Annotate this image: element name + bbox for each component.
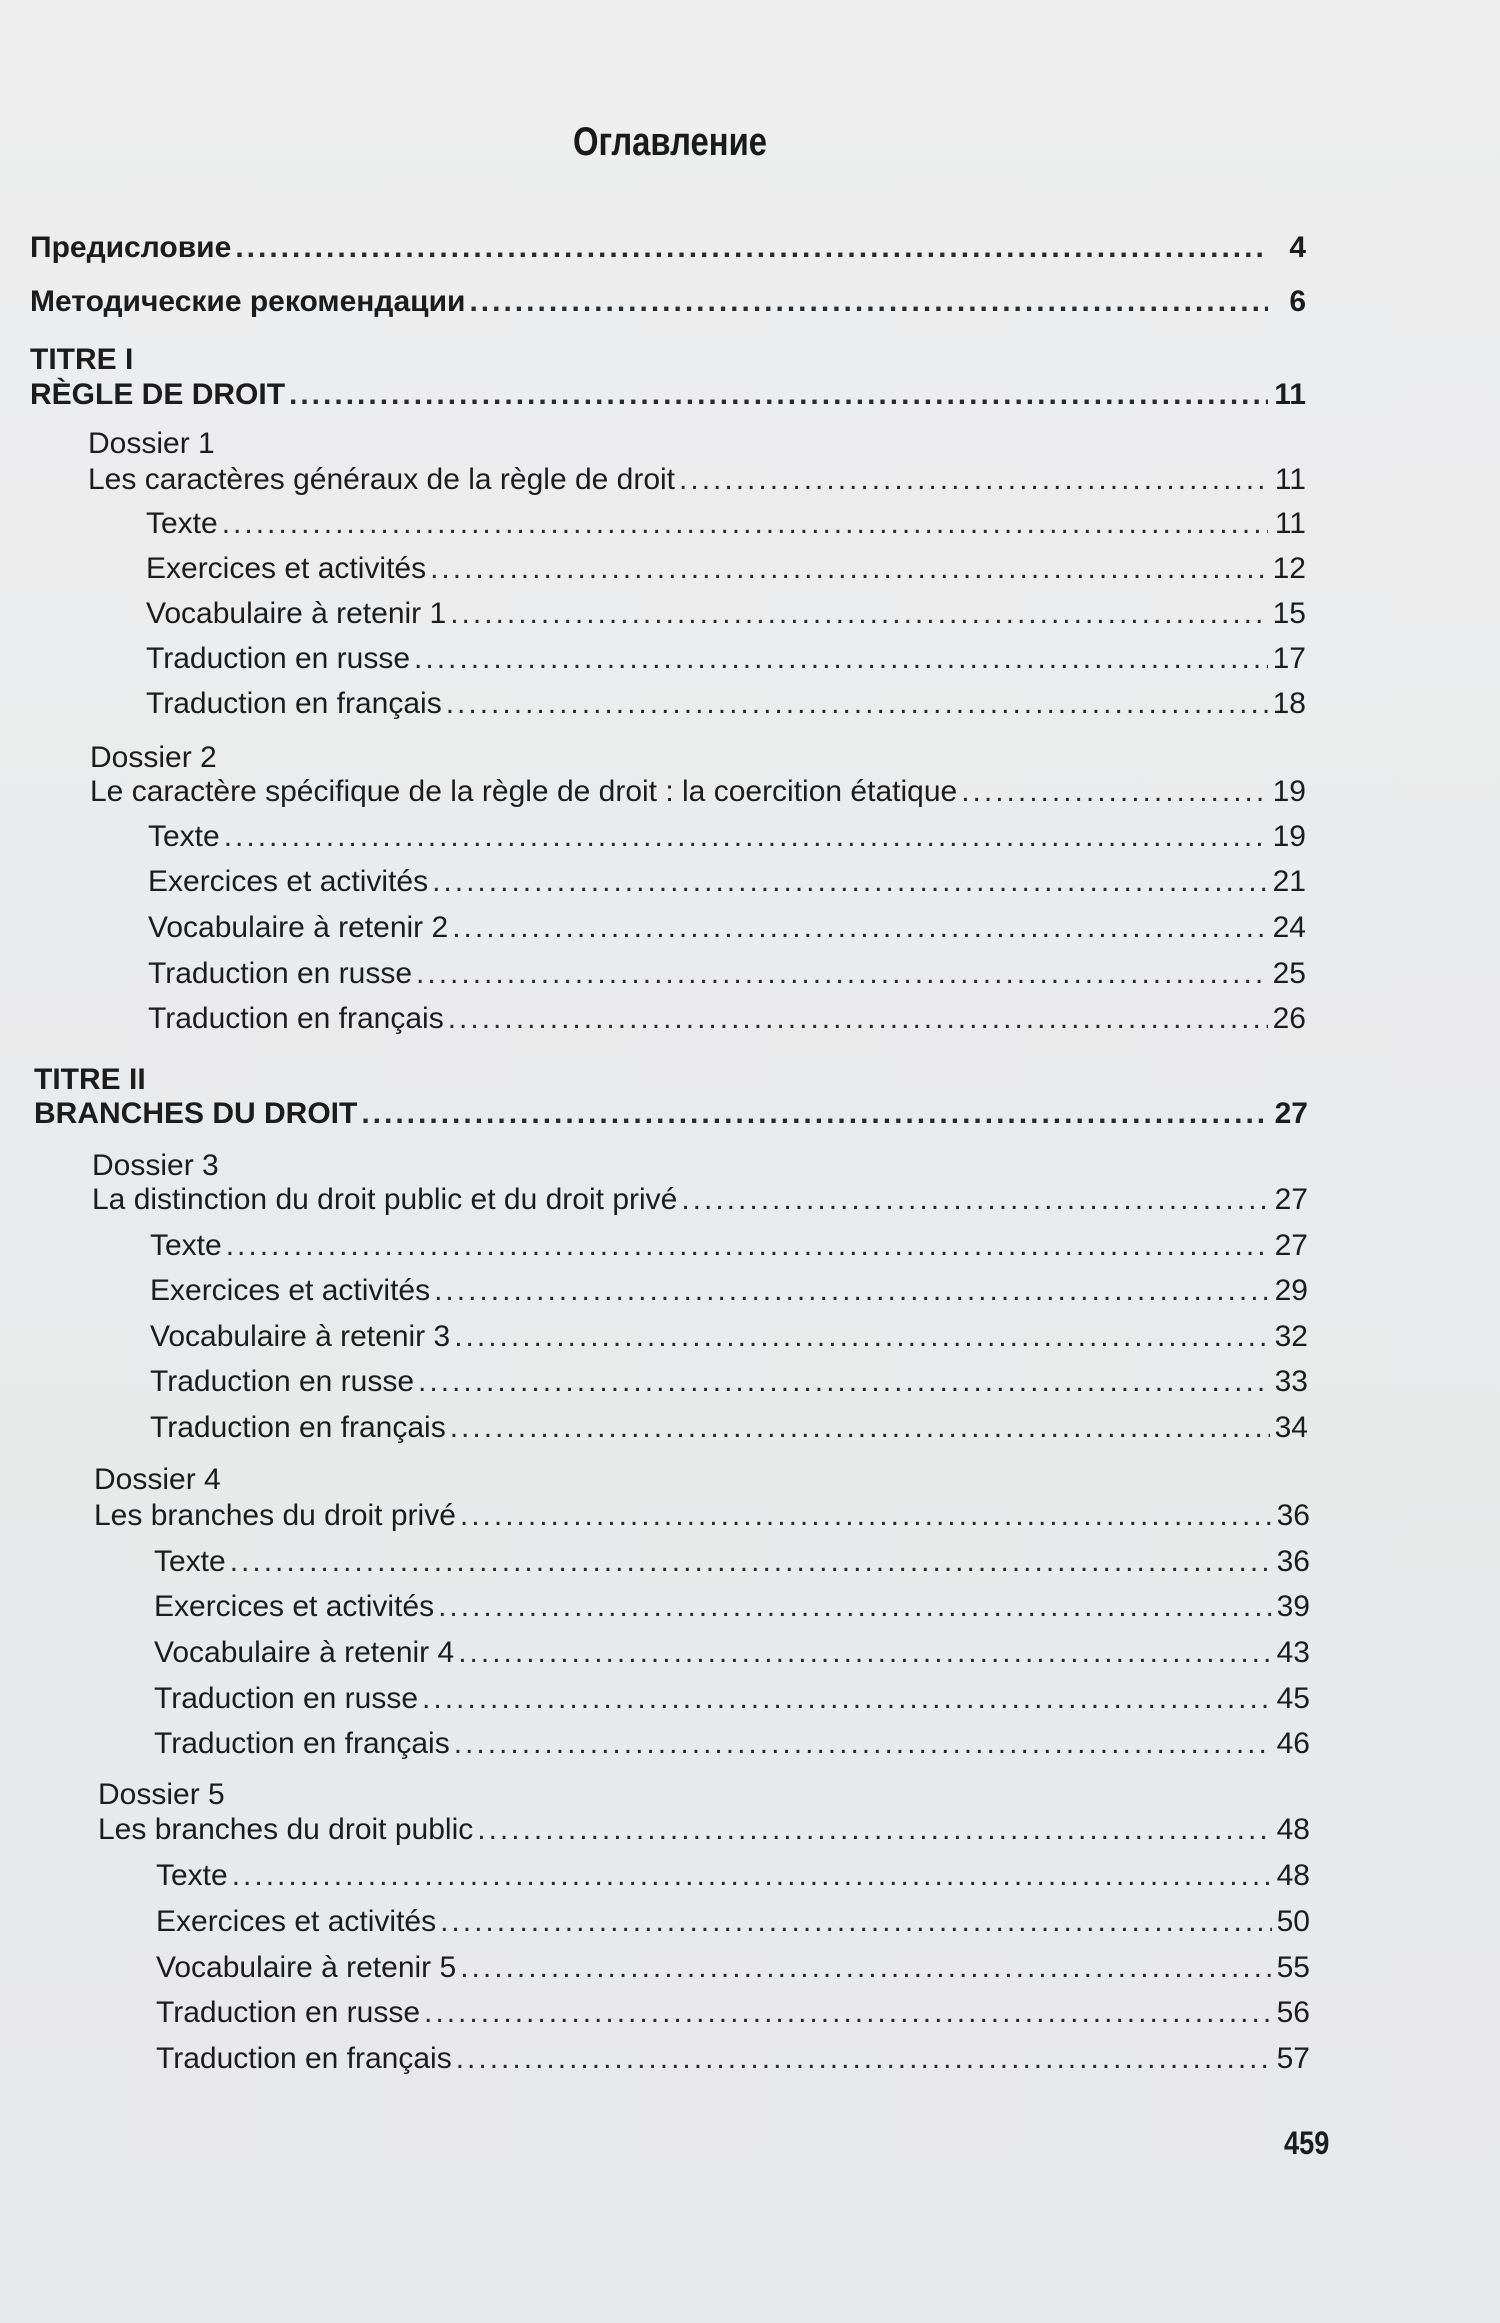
toc-entry-page: 36 bbox=[1276, 1545, 1310, 1578]
toc-entry-label: Le caractère spécifique de la règle de droit : la coercition étatique bbox=[90, 775, 958, 808]
toc-subentry bbox=[148, 862, 1306, 902]
toc-entry-page: 50 bbox=[1276, 1905, 1310, 1938]
toc-entry-label: Traduction en russe bbox=[156, 1996, 421, 2029]
toc-subentry bbox=[150, 1362, 1308, 1402]
toc-entry-page: 6 bbox=[1289, 285, 1306, 318]
toc-entry-page: 11 bbox=[1274, 378, 1306, 411]
leader-dots bbox=[440, 1902, 1272, 1942]
toc-entry-page: 12 bbox=[1272, 552, 1306, 585]
toc-entry-label: Exercices et activités bbox=[156, 1905, 437, 1938]
toc-entry-label: Exercices et activités bbox=[154, 1590, 435, 1623]
leader-dots bbox=[452, 908, 1268, 948]
toc-subentry bbox=[150, 1271, 1308, 1311]
toc-entry-page: 15 bbox=[1272, 597, 1306, 630]
page-title: Оглавление bbox=[572, 120, 768, 164]
toc-entry-label: Traduction en russe bbox=[150, 1365, 415, 1398]
leader-dots bbox=[422, 1679, 1272, 1719]
toc-subentry bbox=[148, 999, 1306, 1039]
leader-dots bbox=[450, 594, 1268, 634]
toc-entry-method bbox=[30, 282, 1306, 322]
toc-entry-label: Exercices et activités bbox=[148, 865, 429, 898]
leader-dots bbox=[448, 999, 1268, 1039]
toc-entry-page: 27 bbox=[1274, 1229, 1308, 1262]
toc-entry-label: Vocabulaire à retenir 1 bbox=[146, 597, 447, 630]
titre-2-heading: TITRE II bbox=[34, 1063, 146, 1096]
toc-entry-label: Vocabulaire à retenir 5 bbox=[156, 1951, 457, 1984]
toc-entry-label: Traduction en français bbox=[154, 1727, 450, 1760]
leader-dots bbox=[438, 1587, 1272, 1627]
toc-entry-label: Texte bbox=[156, 1859, 228, 1892]
page-number: 459 bbox=[1284, 2125, 1330, 2161]
leader-dots bbox=[434, 1271, 1270, 1311]
toc-entry-page: 32 bbox=[1274, 1320, 1308, 1353]
leader-dots bbox=[456, 2039, 1272, 2079]
leader-dots bbox=[450, 1408, 1270, 1448]
toc-subentry bbox=[146, 549, 1306, 589]
toc-subentry bbox=[148, 954, 1306, 994]
toc-entry-label: BRANCHES DU DROIT bbox=[34, 1097, 358, 1130]
toc-entry-page: 24 bbox=[1272, 911, 1306, 944]
leader-dots bbox=[232, 1856, 1272, 1896]
toc-entry-page: 36 bbox=[1276, 1499, 1310, 1532]
toc-entry-label: Texte bbox=[148, 820, 220, 853]
leader-dots bbox=[414, 639, 1268, 679]
toc-entry-label: Traduction en français bbox=[148, 1002, 444, 1035]
toc-subentry bbox=[154, 1542, 1310, 1582]
dossier-5-title bbox=[98, 1810, 1310, 1850]
leader-dots bbox=[222, 504, 1268, 544]
toc-subentry bbox=[156, 1902, 1310, 1942]
toc-entry-page: 55 bbox=[1276, 1951, 1310, 1984]
leader-dots bbox=[446, 684, 1268, 724]
toc-entry-page: 45 bbox=[1276, 1682, 1310, 1715]
toc-entry-page: 57 bbox=[1276, 2042, 1310, 2075]
dossier-1-title bbox=[88, 460, 1306, 500]
toc-entry-page: 11 bbox=[1274, 463, 1306, 496]
toc-entry-label: Exercices et activités bbox=[146, 552, 427, 585]
toc-entry-preface bbox=[30, 228, 1306, 268]
toc-entry-page: 18 bbox=[1272, 687, 1306, 720]
toc-entry-label: Les branches du droit privé bbox=[94, 1499, 456, 1532]
toc-entry-page: 21 bbox=[1272, 865, 1306, 898]
leader-dots bbox=[430, 549, 1268, 589]
toc-entry-label: Vocabulaire à retenir 3 bbox=[150, 1320, 451, 1353]
leader-dots bbox=[224, 817, 1268, 857]
toc-subentry bbox=[150, 1408, 1308, 1448]
toc-subentry bbox=[146, 504, 1306, 544]
toc-subentry bbox=[154, 1679, 1310, 1719]
toc-subentry bbox=[150, 1317, 1308, 1357]
leader-dots bbox=[424, 1993, 1272, 2033]
toc-entry-label: Traduction en russe bbox=[154, 1682, 419, 1715]
toc-entry-label: Texte bbox=[154, 1545, 226, 1578]
toc-entry-page: 48 bbox=[1276, 1859, 1310, 1892]
toc-entry-label: RÈGLE DE DROIT bbox=[30, 378, 286, 411]
toc-entry-label: Предисловие bbox=[30, 231, 232, 264]
toc-entry-page: 46 bbox=[1276, 1727, 1310, 1760]
toc-entry-page: 17 bbox=[1272, 642, 1306, 675]
dossier-4-title bbox=[94, 1496, 1310, 1536]
dossier-4-name: Dossier 4 bbox=[94, 1463, 221, 1496]
leader-dots bbox=[416, 954, 1268, 994]
toc-entry-label: Traduction en français bbox=[150, 1411, 446, 1444]
toc-entry-page: 29 bbox=[1274, 1274, 1308, 1307]
toc-subentry bbox=[154, 1724, 1310, 1764]
leader-dots bbox=[432, 862, 1268, 902]
toc-entry-label: La distinction du droit public et du droit privé bbox=[92, 1183, 678, 1216]
toc-entry-page: 27 bbox=[1274, 1183, 1308, 1216]
leader-dots bbox=[460, 1496, 1272, 1536]
leader-dots bbox=[226, 1226, 1270, 1266]
toc-entry-label: Les caractères généraux de la règle de droit bbox=[88, 463, 676, 496]
toc-subentry bbox=[146, 594, 1306, 634]
toc-subentry bbox=[154, 1633, 1310, 1673]
toc-entry-page: 48 bbox=[1276, 1813, 1310, 1846]
toc-subentry bbox=[146, 684, 1306, 724]
toc-entry-page: 4 bbox=[1289, 231, 1306, 264]
toc-subentry bbox=[148, 908, 1306, 948]
leader-dots bbox=[469, 282, 1268, 322]
leader-dots bbox=[235, 228, 1268, 268]
leader-dots bbox=[458, 1633, 1272, 1673]
titre-2-entry bbox=[34, 1094, 1308, 1134]
toc-entry-label: Traduction en russe bbox=[146, 642, 411, 675]
toc-subentry bbox=[156, 1948, 1310, 1988]
dossier-2-title bbox=[90, 772, 1306, 812]
dossier-3-name: Dossier 3 bbox=[92, 1149, 219, 1182]
dossier-1-name: Dossier 1 bbox=[88, 427, 215, 460]
toc-entry-page: 25 bbox=[1272, 957, 1306, 990]
leader-dots bbox=[361, 1094, 1270, 1134]
toc-entry-page: 19 bbox=[1272, 820, 1306, 853]
toc-entry-page: 39 bbox=[1276, 1590, 1310, 1623]
dossier-2-name: Dossier 2 bbox=[90, 741, 217, 774]
titre-1-heading: TITRE I bbox=[30, 343, 134, 376]
toc-entry-label: Traduction en français bbox=[146, 687, 442, 720]
toc-entry-label: Texte bbox=[150, 1229, 222, 1262]
toc-subentry bbox=[154, 1587, 1310, 1627]
toc-entry-page: 34 bbox=[1274, 1411, 1308, 1444]
dossier-3-title bbox=[92, 1180, 1308, 1220]
leader-dots bbox=[681, 1180, 1270, 1220]
toc-entry-label: Traduction en français bbox=[156, 2042, 452, 2075]
toc-entry-page: 33 bbox=[1274, 1365, 1308, 1398]
leader-dots bbox=[961, 772, 1268, 812]
toc-entry-label: Texte bbox=[146, 507, 218, 540]
toc-entry-label: Les branches du droit public bbox=[98, 1813, 474, 1846]
titre-1-entry bbox=[30, 375, 1306, 415]
toc-entry-label: Exercices et activités bbox=[150, 1274, 431, 1307]
toc-subentry bbox=[148, 817, 1306, 857]
leader-dots bbox=[289, 375, 1268, 415]
leader-dots bbox=[454, 1724, 1272, 1764]
toc-entry-page: 27 bbox=[1274, 1097, 1308, 1130]
leader-dots bbox=[454, 1317, 1270, 1357]
leader-dots bbox=[679, 460, 1268, 500]
toc-entry-label: Traduction en russe bbox=[148, 957, 413, 990]
toc-entry-label: Vocabulaire à retenir 2 bbox=[148, 911, 449, 944]
toc-entry-page: 11 bbox=[1274, 507, 1306, 540]
toc-subentry bbox=[146, 639, 1306, 679]
dossier-5-name: Dossier 5 bbox=[98, 1778, 225, 1811]
leader-dots bbox=[460, 1948, 1272, 1988]
toc-subentry bbox=[156, 1856, 1310, 1896]
toc-subentry bbox=[150, 1226, 1308, 1266]
toc-entry-label: Vocabulaire à retenir 4 bbox=[154, 1636, 455, 1669]
toc-entry-page: 56 bbox=[1276, 1996, 1310, 2029]
leader-dots bbox=[418, 1362, 1270, 1402]
toc-entry-page: 19 bbox=[1272, 775, 1306, 808]
toc-entry-label: Методические рекомендации bbox=[30, 285, 466, 318]
toc-entry-page: 26 bbox=[1272, 1002, 1306, 1035]
toc-subentry bbox=[156, 1993, 1310, 2033]
leader-dots bbox=[230, 1542, 1272, 1582]
toc-subentry bbox=[156, 2039, 1310, 2079]
toc-entry-page: 43 bbox=[1276, 1636, 1310, 1669]
leader-dots bbox=[477, 1810, 1272, 1850]
